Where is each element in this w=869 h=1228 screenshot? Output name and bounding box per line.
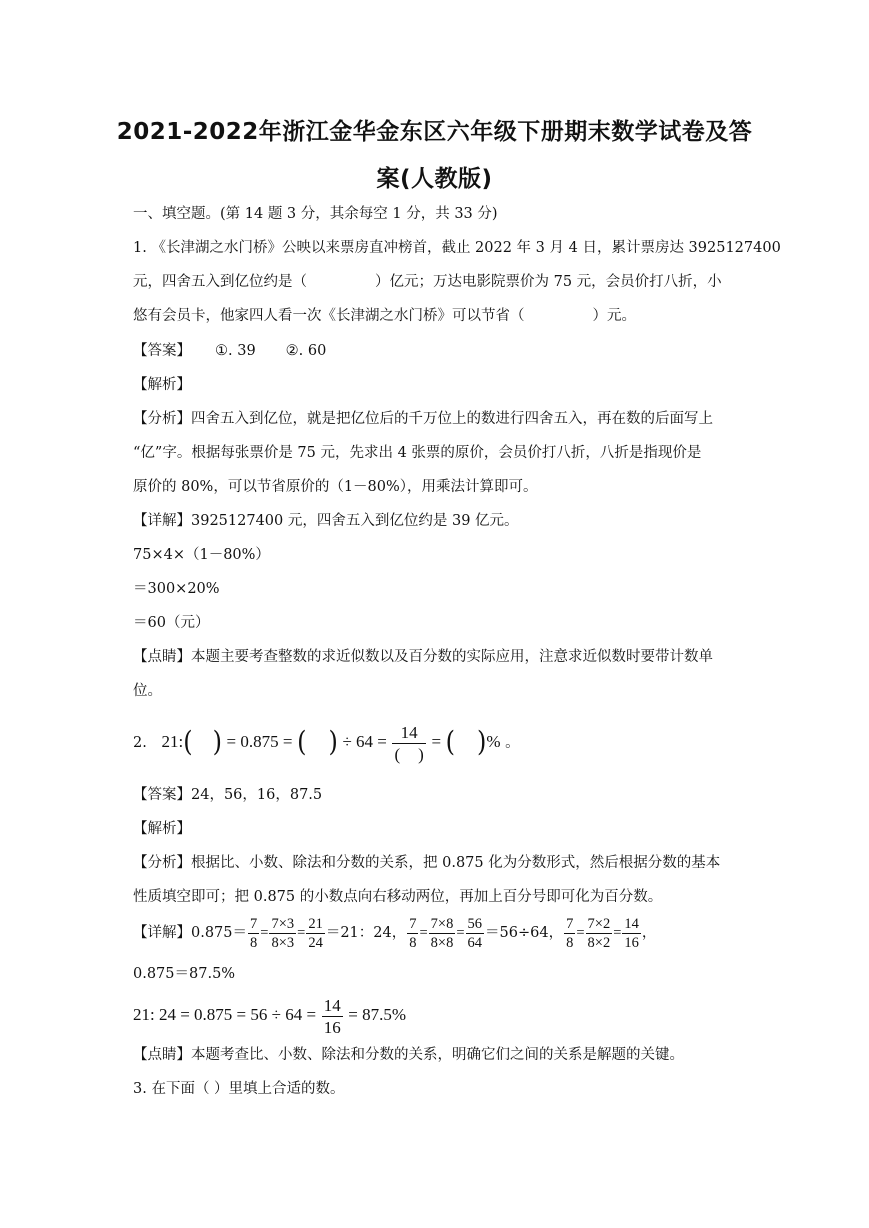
q1-text-line1: 1. 《长津湖之水门桥》公映以来票房直冲榜首，截止 2022 年 3 月 4 日，累计票房达 3925127400 — [133, 240, 781, 256]
q1-text-line3 — [133, 306, 636, 326]
q1-text-line2b: ）亿元；万达电影院票价为 75 元，会员价打八折，小 — [375, 274, 722, 290]
fraction: $\frac{7\times 2}{8\times 2}$ — [587, 915, 611, 951]
fraction: $\frac{56}{64}$ — [467, 915, 483, 951]
q2-equation: 2. 21:( ) = 0.875 = ( ) ÷ 64 = $\frac{14}{( )}$ = ( )% 。 — [133, 722, 520, 764]
document-title-line1: 2021-2022年浙江金华金东区六年级下册期末数学试卷及答 — [116, 119, 753, 145]
q1-text-line2a: 元，四舍五入到亿位约是（ — [133, 274, 307, 290]
q1-analysis-line2: “亿”字。根据每张票价是 75 元，先求出 4 张票的原价，会员价打八折，八折是指现价是 — [133, 445, 702, 461]
fraction: $\frac{7}{8}$ — [566, 915, 574, 951]
q2-eq-ratio: 21: — [161, 732, 184, 751]
q1-analysis-label: 【解析】 — [133, 377, 191, 393]
q1-calc-line1: 75×4×（1－80%） — [133, 547, 270, 563]
q2-final-equation: 21: 24 = 0.875 = 56 ÷ 64 = $\frac{14}{16}$ = 87.5% — [133, 995, 407, 1037]
q2-detail-line: 【详解】0.875＝ $\frac{7}{8}$ = $\frac{7\times 3}{8\times 3}$ = $\frac{21}{24}$ ＝21：24， $\frac{7}{8}$ = $\frac{7\times 8}{8\times 8}$ = $\frac{56}{64}$ ＝56÷64， $\frac{7}{8}$ = $\frac{7\times 2}{8\times 2}$ = $\frac{14}{16}$ ， — [133, 915, 657, 951]
q1-answer — [133, 341, 326, 361]
fraction: $\frac{14}{16}$ — [624, 915, 639, 951]
fraction: $\frac{7\times 8}{8\times 8}$ — [430, 915, 454, 951]
q1-text-line3b: ）元。 — [592, 308, 636, 324]
q2-eq-division: ÷ 64 = — [342, 732, 387, 751]
q2-eq-fraction: $\frac{14}{( )}$ — [394, 722, 424, 764]
q2-analysis-line1: 【分析】根据比、小数、除法和分数的关系，把 0.875 化为分数形式，然后根据分数的基本 — [133, 855, 721, 871]
q3-text: 3. 在下面（ ）里填上合适的数。 — [133, 1081, 345, 1097]
q2-detail-line2: 0.875＝87.5% — [133, 966, 236, 982]
q2-eq-decimal: = 0.875 = — [226, 732, 293, 751]
q2-number: 2. — [133, 735, 147, 751]
q1-analysis-line1: 【分析】四舍五入到亿位，就是把亿位后的千万位上的数进行四舍五入，再在数的后面写上 — [133, 411, 713, 427]
document-title-line2: 案(人教版) — [376, 166, 493, 192]
fraction: $\frac{7\times 3}{8\times 3}$ — [271, 915, 295, 951]
q1-analysis-line3: 原价的 80%，可以节省原价的（1－80%），用乘法计算即可。 — [133, 479, 538, 495]
q1-calc-line2: ＝300×20% — [133, 581, 220, 597]
q2-answer: 【答案】24，56，16，87.5 — [133, 787, 323, 803]
answer-item-2: ②. 60 — [285, 343, 327, 359]
q1-comment-line2: 位。 — [133, 683, 162, 699]
answer-item-1: ①. 39 — [215, 343, 256, 359]
q1-comment-line1: 【点睛】本题主要考查整数的求近似数以及百分数的实际应用，注意求近似数时要带计数单 — [133, 649, 713, 665]
q1-text-line3a: 悠有会员卡，他家四人看一次《长津湖之水门桥》可以节省（ — [133, 308, 525, 324]
q1-detail: 【详解】3925127400 元，四舍五入到亿位约是 39 亿元。 — [133, 513, 519, 529]
q1-text-line2 — [133, 272, 722, 292]
section-heading: 一、填空题。(第 14 题 3 分，其余每空 1 分，共 33 分) — [133, 206, 498, 222]
q2-detail-label: 【详解】0.875＝ — [133, 925, 248, 941]
q1-calc-line3: ＝60（元） — [133, 615, 210, 631]
q2-comment: 【点睛】本题考查比、小数、除法和分数的关系，明确它们之间的关系是解题的关键。 — [133, 1047, 684, 1063]
fraction: $\frac{7}{8}$ — [409, 915, 417, 951]
fraction: $\frac{14}{16}$ — [323, 995, 341, 1037]
q2-analysis-label: 【解析】 — [133, 821, 191, 837]
answer-label: 【答案】 — [133, 343, 191, 359]
q2-analysis-line2: 性质填空即可；把 0.875 的小数点向右移动两位，再加上百分号即可化为百分数。 — [133, 889, 663, 905]
fraction: $\frac{7}{8}$ — [250, 915, 258, 951]
fraction: $\frac{21}{24}$ — [308, 915, 323, 951]
